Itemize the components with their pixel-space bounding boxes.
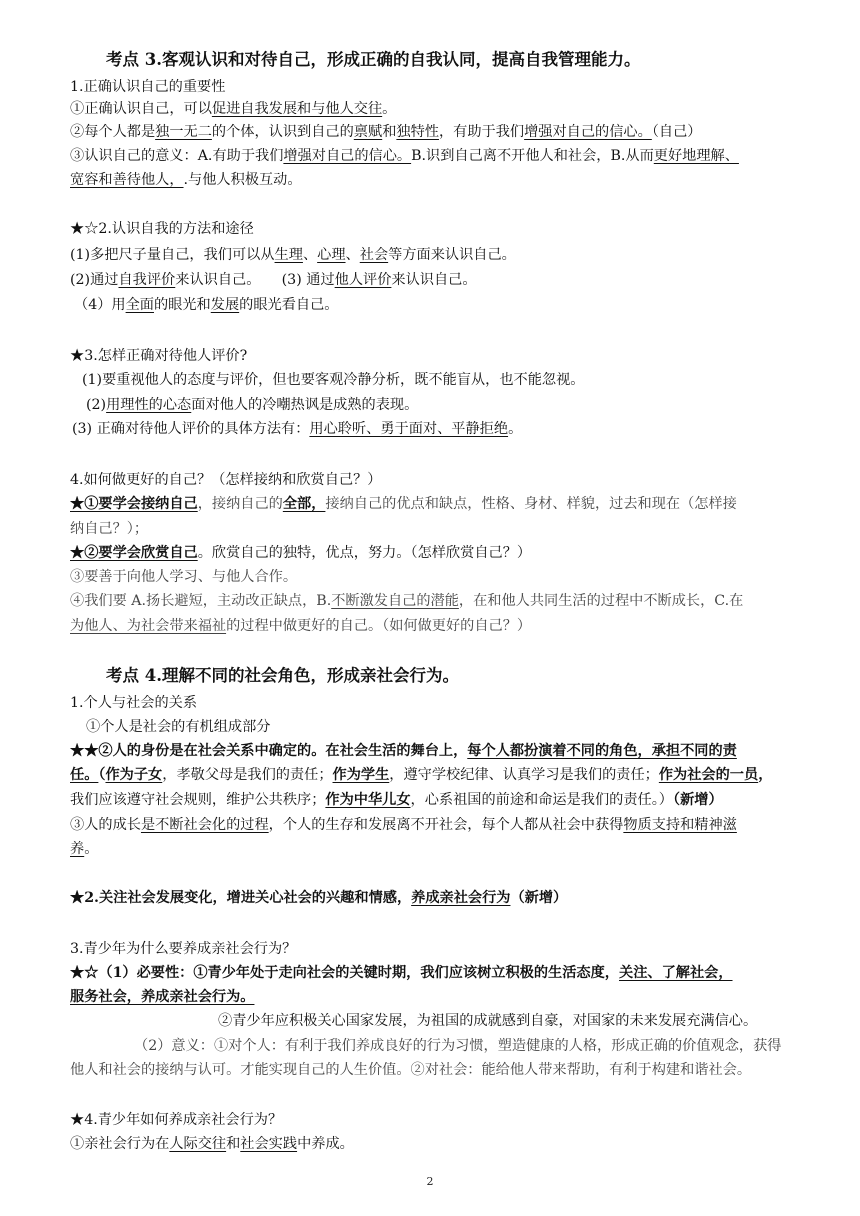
underlined-phrase: 物质支持和精神滋	[623, 817, 737, 833]
text-line	[70, 270, 477, 290]
text-segment: 、	[345, 247, 360, 263]
underlined-phrase: 禀赋	[353, 124, 383, 140]
text-segment: .与他人积极互动。	[183, 172, 302, 188]
text-line	[70, 122, 701, 142]
text-segment: （自己）	[651, 124, 702, 140]
underlined-phrase: 任。	[70, 767, 99, 783]
text-segment: 纳自己？）；	[70, 521, 149, 537]
underlined-phrase: ★①要学会接纳自己	[70, 496, 198, 512]
underlined-phrase: 宽容和善待他人，	[70, 172, 184, 188]
text-segment: 等方面来认识自己。	[388, 247, 516, 263]
underlined-phrase: 作为子女	[105, 767, 163, 783]
text-line	[106, 666, 459, 686]
text-line	[70, 494, 737, 514]
text-segment: (3) 正确对待他人评价的具体方法有：	[72, 421, 310, 437]
underlined-phrase: 全面	[125, 297, 154, 313]
text-segment: 面对他人的冷嘲热讽是成熟的表现。	[191, 397, 419, 413]
underlined-phrase: 人际交往	[169, 1136, 227, 1152]
underlined-phrase: 不断激发自己的潜能	[331, 593, 459, 609]
underlined-phrase: 促进自我发展和与他人交往	[211, 101, 383, 117]
text-line	[70, 741, 737, 761]
underlined-phrase: 用心聆听、勇于面对、平静拒绝	[309, 421, 509, 437]
text-line	[70, 346, 247, 366]
text-segment: 和	[382, 124, 397, 140]
underlined-phrase: 独特性	[396, 124, 439, 140]
text-line	[70, 470, 381, 490]
text-line	[70, 77, 225, 97]
text-line	[86, 717, 270, 737]
text-segment: 1.个人与社会的关系	[70, 695, 198, 711]
text-segment: ③认识自己的意义：A.有助于我们	[70, 148, 284, 164]
text-segment: ②每个人都是	[70, 124, 156, 140]
underlined-phrase: 心理	[317, 247, 346, 263]
text-line	[70, 815, 737, 835]
text-segment: （新增）	[673, 792, 723, 808]
underlined-phrase: 自我评价	[118, 272, 176, 288]
text-segment: ★4.青少年如何养成亲社会行为？	[70, 1112, 283, 1128]
text-segment: 他人和社会的接纳与认可。才能实现自己的人生价值。②对社会：能给他人带来帮助，有利于构建和谐社会。	[70, 1062, 752, 1078]
text-line	[86, 395, 418, 415]
text-segment: 、	[302, 247, 318, 263]
text-line	[70, 591, 743, 611]
text-segment: ，个人的生存和发展离不开社会，每个人都从社会中获得	[268, 817, 624, 833]
text-segment: ，遵守学校纪律、认真学习是我们的责任；	[389, 767, 659, 783]
text-segment: （	[98, 767, 106, 783]
underlined-phrase: 发展	[210, 297, 240, 313]
underlined-phrase: 作为中华儿女	[325, 792, 411, 808]
text-segment: ★3.怎样正确对待他人评价?	[70, 348, 248, 364]
text-segment: 3.青少年为什么要养成亲社会行为？	[70, 941, 297, 957]
text-line	[82, 370, 584, 390]
text-segment: ，在和他人共同生活的过程中不断成长，C.在	[458, 593, 744, 609]
text-segment: ★2.关注社会发展变化，增进关心社会的兴趣和情感，	[70, 890, 412, 906]
text-segment: ③人的成长	[70, 817, 141, 833]
text-segment: ③要善于向他人学习、与他人合作。	[70, 569, 298, 585]
text-segment: 和	[226, 1136, 241, 1152]
underlined-phrase: 他人评价	[334, 272, 392, 288]
text-segment: ，有助于我们	[438, 124, 525, 140]
text-segment: 我们应该遵守社会规则，维护公共秩序；	[70, 792, 326, 808]
text-segment: 接纳自己的优点和缺点，性格、身材、样貌，过去和现在（怎样接	[325, 496, 737, 512]
underlined-phrase: 每个人都扮演着不同的角色，承担不同的责	[467, 743, 737, 759]
text-line	[70, 790, 723, 810]
underlined-phrase: 作为学生	[332, 767, 390, 783]
text-segment: （新增）	[510, 890, 568, 906]
underlined-phrase: 关注、了解社会，	[619, 965, 733, 981]
underlined-phrase: 社会实践	[240, 1136, 298, 1152]
text-segment: 。	[508, 421, 523, 437]
text-segment: ，接纳自己的	[197, 496, 283, 512]
underlined-phrase: ★②要学会欣赏自己	[70, 545, 198, 561]
text-segment: 来认识自己。 (3) 通过	[175, 272, 335, 288]
text-line	[70, 987, 254, 1007]
text-line	[70, 245, 516, 265]
text-segment: 考点 3.客观认识和对待自己，形成正确的自我认同，提高自我管理能力。	[106, 50, 641, 69]
page-number: 2	[426, 1175, 434, 1188]
text-line	[70, 219, 254, 239]
text-segment: ，心系祖国的前途和命运是我们的责任。）	[410, 792, 673, 808]
text-segment: 中养成。	[297, 1136, 354, 1152]
text-segment: ①个人是社会的有机组成部分	[86, 719, 271, 735]
text-line	[70, 693, 197, 713]
text-line	[70, 99, 396, 119]
text-line	[72, 419, 522, 439]
text-segment: B.识到自己离不开他人和社会，B.从而	[411, 148, 654, 164]
underlined-phrase: 用理性的心态	[106, 397, 192, 413]
underlined-phrase: 增强对自己的信心。	[283, 148, 412, 164]
text-segment: （4）用	[74, 297, 126, 313]
text-line	[70, 543, 531, 563]
text-line	[74, 295, 338, 315]
text-segment: ★☆2.认识自我的方法和途径	[70, 221, 254, 237]
text-segment: 1.正确认识自己的重要性	[70, 79, 226, 95]
underlined-phrase: 增强对自己的信心。	[524, 124, 652, 140]
underlined-phrase: 作为社会的一员	[658, 767, 759, 783]
text-segment: （2）意义：①对个人：有利于我们养成良好的行为习惯，塑造健康的人格，形成正确的价值观念，获得	[134, 1038, 782, 1054]
underlined-phrase: 独一无二	[155, 124, 212, 140]
text-line	[70, 146, 739, 166]
underlined-phrase: 是不断社会化的过程	[140, 817, 269, 833]
text-segment: 的眼光和	[153, 297, 211, 313]
text-line	[70, 839, 98, 859]
text-segment: ①正确认识自己，可以	[70, 101, 212, 117]
text-line	[70, 1134, 354, 1154]
text-line	[106, 50, 640, 70]
underlined-phrase: 更好地理解、	[653, 148, 739, 164]
text-segment: ，	[758, 767, 773, 783]
text-segment: 。	[382, 101, 397, 117]
text-segment: ★★②人的身份是在社会关系中确定的。在社会生活的舞台上，	[70, 743, 468, 759]
text-segment: ，孝敬父母是我们的责任；	[162, 767, 333, 783]
text-segment: 来认识自己。	[391, 272, 477, 288]
underlined-phrase: 全部，	[282, 496, 326, 512]
text-line	[70, 170, 302, 190]
text-segment: 的过程中做更好的自己。（如何做更好的自己？）	[226, 618, 532, 634]
text-line	[218, 1011, 757, 1031]
text-line	[134, 1036, 781, 1056]
text-segment: 。	[84, 841, 99, 857]
text-segment: (2)通过	[70, 272, 119, 288]
text-line	[70, 1110, 282, 1130]
text-segment: (1)要重视他人的态度与评价，但也要客观冷静分析，既不能盲从，也不能忽视。	[82, 372, 585, 388]
text-line	[70, 765, 772, 785]
text-segment: (2)	[86, 397, 107, 413]
underlined-phrase: 社会	[359, 247, 389, 263]
text-line	[70, 963, 733, 983]
text-line	[70, 1060, 751, 1080]
underlined-phrase: 养成亲社会行为	[411, 890, 511, 906]
text-segment: ★☆（1）必要性：①青少年处于走向社会的关键时期，我们应该树立积极的生活态度，	[70, 965, 619, 981]
text-segment: ④我们要 A.扬长避短，主动改正缺点，B.	[70, 593, 332, 609]
text-line	[70, 939, 296, 959]
text-line	[70, 616, 531, 636]
text-segment: 的个体，认识到自己的	[211, 124, 354, 140]
underlined-phrase: 生理	[274, 247, 303, 263]
text-segment: (1)多把尺子量自己，我们可以从	[70, 247, 275, 263]
underlined-phrase: 为他人、为社会带来福祉	[70, 618, 227, 634]
text-line	[70, 567, 297, 587]
text-segment: 的眼光看自己。	[239, 297, 339, 313]
text-segment: 考点 4.理解不同的社会角色，形成亲社会行为。	[106, 666, 459, 685]
text-segment: 。欣赏自己的独特，优点，努力。（怎样欣赏自己？）	[197, 545, 532, 561]
underlined-phrase: 养	[70, 841, 85, 857]
text-segment: ①亲社会行为在	[70, 1136, 170, 1152]
text-segment: 4.如何做更好的自己？（怎样接纳和欣赏自己？）	[70, 472, 382, 488]
underlined-phrase: 服务社会，养成亲社会行为。	[70, 989, 255, 1005]
text-line	[70, 888, 567, 908]
text-line	[70, 519, 148, 539]
text-segment: ②青少年应积极关心国家发展，为祖国的成就感到自豪，对国家的未来发展充满信心。	[218, 1013, 758, 1029]
